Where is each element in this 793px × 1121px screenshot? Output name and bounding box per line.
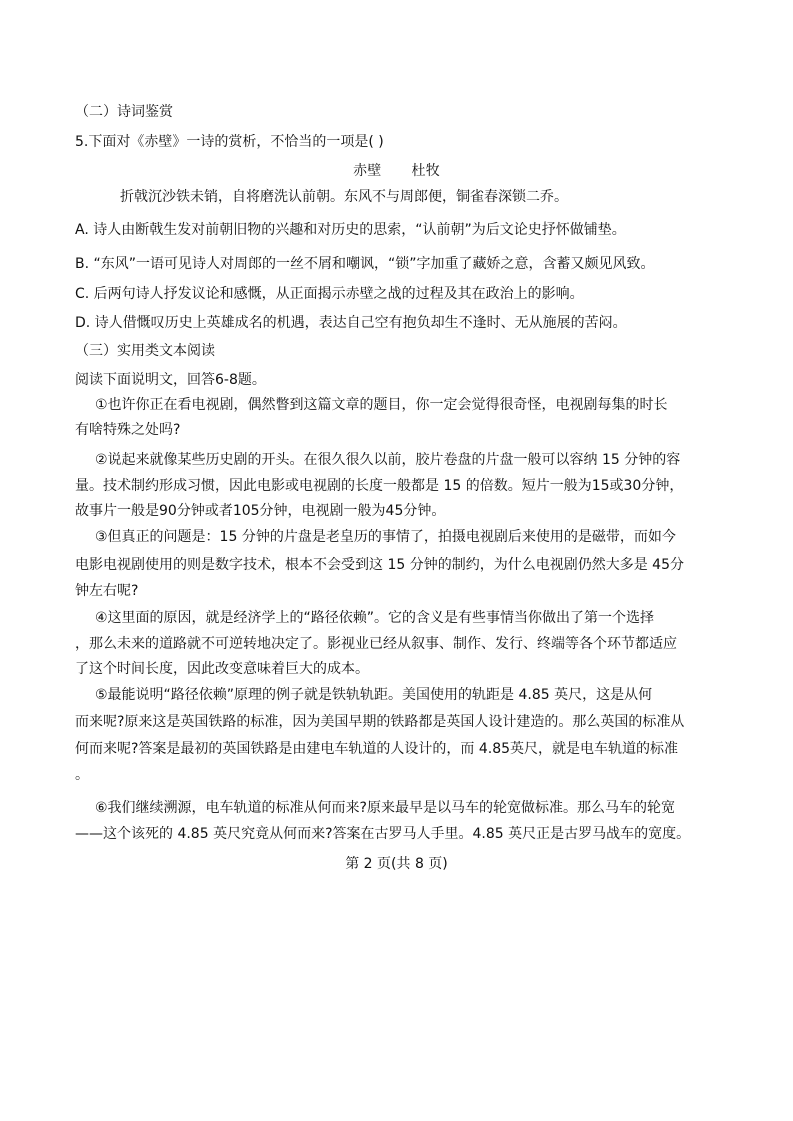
paragraph-5-line-1: ⑤最能说明“路径依赖”原理的例子就是铁轨轨距。美国使用的轨距是 4.85 英尺，这是从何 [95, 687, 653, 703]
paragraph-2-line-3: 故事片一般是90分钟或者105分钟，电视剧一般为45分钟。 [75, 503, 446, 519]
page-footer: 第 2 页(共 8 页) [345, 856, 448, 872]
paragraph-6-line-1: ⑥我们继续溯源，电车轨道的标准从何而来?原来最早是以马车的轮宽做标准。那么马车的轮宽 [95, 800, 675, 816]
section-2-heading: （二）诗词鉴赏 [75, 104, 173, 120]
paragraph-4-line-1: ④这里面的原因，就是经济学上的“路径依赖”。它的含义是有些事情当你做出了第一个选择 [95, 610, 655, 626]
paragraph-5-line-3: 何而来呢?答案是最初的英国铁路是由建电车轨道的人设计的，而 4.85英尺，就是电车轨道的标准 [75, 741, 679, 757]
paragraph-2-line-1: ②说起来就像某些历史剧的开头。在很久很久以前，胶片卷盘的片盘一般可以容纳 15 分钟的容 [95, 452, 681, 468]
paragraph-6-line-2: ——这个该死的 4.85 英尺究竟从何而来?答案在古罗马人手里。4.85 英尺正是古罗马战车的宽度。 [75, 826, 691, 842]
paragraph-3-line-1: ③但真正的问题是：15 分钟的片盘是老皇历的事情了，拍摄电视剧后来使用的是磁带，而如今 [95, 529, 676, 545]
paragraph-4-line-2: ，那么未来的道路就不可逆转地决定了。影视业已经从叙事、制作、发行、终端等各个环节都适应 [75, 636, 677, 652]
option-c: C. 后两句诗人抒发议论和感慨，从正面揭示赤壁之战的过程及其在政治上的影响。 [75, 286, 584, 302]
paragraph-4-line-3: 了这个时间长度，因此改变意味着巨大的成本。 [75, 661, 369, 677]
paragraph-3-line-3: 钟左右呢? [75, 583, 139, 599]
section-3-heading: （三）实用类文本阅读 [75, 343, 215, 359]
paragraph-2-line-2: 量。技术制约形成习惯，因此电影或电视剧的长度一般都是 15 的倍数。短片一般为15或30分钟， [75, 478, 684, 494]
question-5: 5.下面对《赤壁》一诗的赏析，不恰当的一项是( ) [75, 134, 384, 150]
paragraph-1-line-1: ①也许你正在看电视剧，偶然瞥到这篇文章的题目，你一定会觉得很奇怪，电视剧每集的时长 [95, 397, 668, 413]
paragraph-1-line-2: 有啥特殊之处吗? [75, 422, 181, 438]
paragraph-5-line-2: 而来呢?原来这是英国铁路的标准，因为美国早期的铁路都是英国人设计建造的。那么英国的标准从 [75, 714, 685, 730]
option-d: D. 诗人借慨叹历史上英雄成名的机遇，表达自己空有抱负却生不逢时、无从施展的苦闷。 [75, 315, 627, 331]
option-b: B. “东风”一语可见诗人对周郎的一丝不屑和嘲讽，“锁”字加重了藏娇之意，含蓄又颇见风致。 [75, 256, 655, 272]
paragraph-5-line-4: 。 [75, 767, 89, 783]
poem-author: 杜牧 [411, 163, 440, 179]
poem-text: 折戟沉沙铁未销，自将磨洗认前朝。东风不与周郎便，铜雀春深锁二乔。 [120, 189, 568, 205]
option-a: A. 诗人由断戟生发对前朝旧物的兴趣和对历史的思索，“认前朝”为后文论史抒怀做铺垫。 [75, 222, 626, 238]
poem-title: 赤壁 [353, 163, 382, 179]
instruction: 阅读下面说明文，回答6-8题。 [75, 372, 266, 388]
paragraph-3-line-2: 电影电视剧使用的则是数字技术，根本不会受到这 15 分钟的制约，为什么电视剧仍然大多是 45分 [75, 557, 684, 573]
poem-header [0, 163, 793, 179]
